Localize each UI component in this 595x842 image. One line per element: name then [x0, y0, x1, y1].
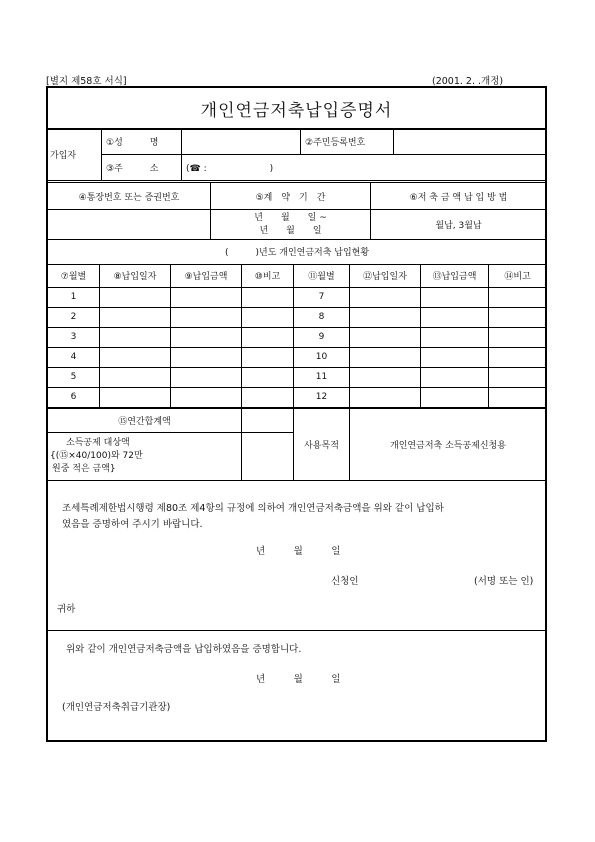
note-cell[interactable]: [242, 347, 294, 367]
header-amount-2: ⑬납입금액: [421, 264, 489, 287]
issuer-label: (개인연금저축취급기관장): [62, 702, 171, 713]
name-label: ①성 명: [102, 129, 182, 155]
address-field[interactable]: [182, 155, 547, 181]
amount-cell[interactable]: [171, 367, 242, 387]
date-cell[interactable]: [350, 387, 421, 407]
header-date: ⑧납입일자: [100, 264, 171, 287]
date-cell[interactable]: [350, 287, 421, 307]
form-frame: [46, 86, 547, 742]
method-value: 월납, 3월납: [371, 210, 547, 240]
passbook-label: ④통장번호 또는 증권번호: [48, 183, 211, 210]
header-note-2: ⑭비고: [489, 264, 547, 287]
deduction-field[interactable]: [242, 433, 294, 481]
note-cell[interactable]: [489, 387, 547, 407]
request-text-line2: 였음을 증명하여 주시기 바랍니다.: [62, 519, 203, 530]
annual-total-field[interactable]: [242, 409, 294, 433]
address-label: ③주 소: [102, 155, 182, 181]
month-cell: 2: [48, 307, 100, 327]
month-cell: 3: [48, 327, 100, 347]
request-text-line1: 조세특례제한법시행령 제80조 제4항의 규정에 의하여 개인연금저축금액을 위와 같이 납입하: [62, 503, 444, 514]
table-row: [48, 287, 547, 307]
addressee: 귀하: [57, 604, 76, 615]
amount-cell[interactable]: [421, 367, 489, 387]
divider: [48, 630, 545, 631]
month-cell: 11: [294, 367, 350, 387]
amount-cell[interactable]: [171, 327, 242, 347]
month-cell: 8: [294, 307, 350, 327]
note-cell[interactable]: [242, 307, 294, 327]
month-cell: 12: [294, 387, 350, 407]
request-date: 년 월 일: [256, 546, 341, 557]
rrn-field[interactable]: [394, 129, 547, 155]
month-cell: 10: [294, 347, 350, 367]
month-cell: 5: [48, 367, 100, 387]
note-cell[interactable]: [242, 387, 294, 407]
note-cell[interactable]: [489, 287, 547, 307]
amount-cell[interactable]: [171, 387, 242, 407]
amount-cell[interactable]: [171, 307, 242, 327]
month-cell: 6: [48, 387, 100, 407]
month-cell: 1: [48, 287, 100, 307]
date-cell[interactable]: [100, 307, 171, 327]
form-title: 개인연금저축납입증명서: [48, 88, 545, 130]
rrn-label: ②주민등록번호: [301, 129, 394, 155]
date-cell[interactable]: [350, 347, 421, 367]
note-cell[interactable]: [489, 307, 547, 327]
note-cell[interactable]: [489, 367, 547, 387]
header-month: ⑦월별: [48, 264, 100, 287]
table-row: [48, 387, 547, 407]
header-amount: ⑨납입금액: [171, 264, 242, 287]
table-row: [48, 307, 547, 327]
signature-note: (서명 또는 인): [474, 576, 534, 587]
purpose-label: 사용목적: [294, 409, 350, 481]
period-field[interactable]: [211, 210, 371, 240]
date-cell[interactable]: [100, 387, 171, 407]
revision-date: (2001. 2. .개정): [432, 76, 504, 87]
period-label: ⑤계 약 기 간: [211, 183, 371, 210]
totals-table: [47, 408, 547, 481]
note-cell[interactable]: [242, 287, 294, 307]
date-cell[interactable]: [100, 347, 171, 367]
name-field[interactable]: [182, 129, 301, 155]
note-cell[interactable]: [489, 347, 547, 367]
header-month-2: ⑪월별: [294, 264, 350, 287]
amount-cell[interactable]: [421, 327, 489, 347]
certify-text: 위와 같이 개인연금저축금액을 납입하였음을 증명합니다.: [66, 644, 302, 655]
account-table: [47, 182, 547, 240]
period-from: 년 월 일 ~: [254, 212, 327, 223]
table-row: [48, 327, 547, 347]
passbook-field[interactable]: [48, 210, 211, 240]
table-row: [48, 347, 547, 367]
date-cell[interactable]: [100, 327, 171, 347]
amount-cell[interactable]: [171, 287, 242, 307]
date-cell[interactable]: [350, 307, 421, 327]
amount-cell[interactable]: [171, 347, 242, 367]
applicant-label: 가입자: [48, 129, 102, 181]
certify-date: 년 월 일: [256, 674, 341, 685]
period-to: 년 월 일: [259, 225, 322, 236]
date-cell[interactable]: [100, 287, 171, 307]
applicant-signature-label: 신청인: [331, 576, 359, 587]
form-number: [별지 제58호 서식]: [46, 76, 127, 87]
note-cell[interactable]: [489, 327, 547, 347]
header-date-2: ⑫납입일자: [350, 264, 421, 287]
note-cell[interactable]: [242, 367, 294, 387]
purpose-value: 개인연금저축 소득공제신청용: [350, 409, 547, 481]
phone-label: (☎ : ): [186, 164, 274, 174]
payment-status-table: [47, 239, 547, 408]
applicant-table: [47, 128, 547, 181]
date-cell[interactable]: [350, 367, 421, 387]
deduction-label: 소득공제 대상액 {(⑮×40/100)와 72만 원중 적은 금액}: [48, 433, 242, 481]
note-cell[interactable]: [242, 327, 294, 347]
date-cell[interactable]: [350, 327, 421, 347]
table-row: [48, 367, 547, 387]
month-cell: 7: [294, 287, 350, 307]
amount-cell[interactable]: [421, 307, 489, 327]
amount-cell[interactable]: [421, 387, 489, 407]
header-note: ⑩비고: [242, 264, 294, 287]
status-title: ( )년도 개인연금저축 납입현황: [48, 239, 547, 264]
date-cell[interactable]: [100, 367, 171, 387]
month-cell: 4: [48, 347, 100, 367]
month-cell: 9: [294, 327, 350, 347]
amount-cell[interactable]: [421, 347, 489, 367]
amount-cell[interactable]: [421, 287, 489, 307]
method-label: ⑥저 축 금 액 납 입 방 법: [371, 183, 547, 210]
annual-total-label: ⑮연간합계액: [48, 409, 242, 433]
